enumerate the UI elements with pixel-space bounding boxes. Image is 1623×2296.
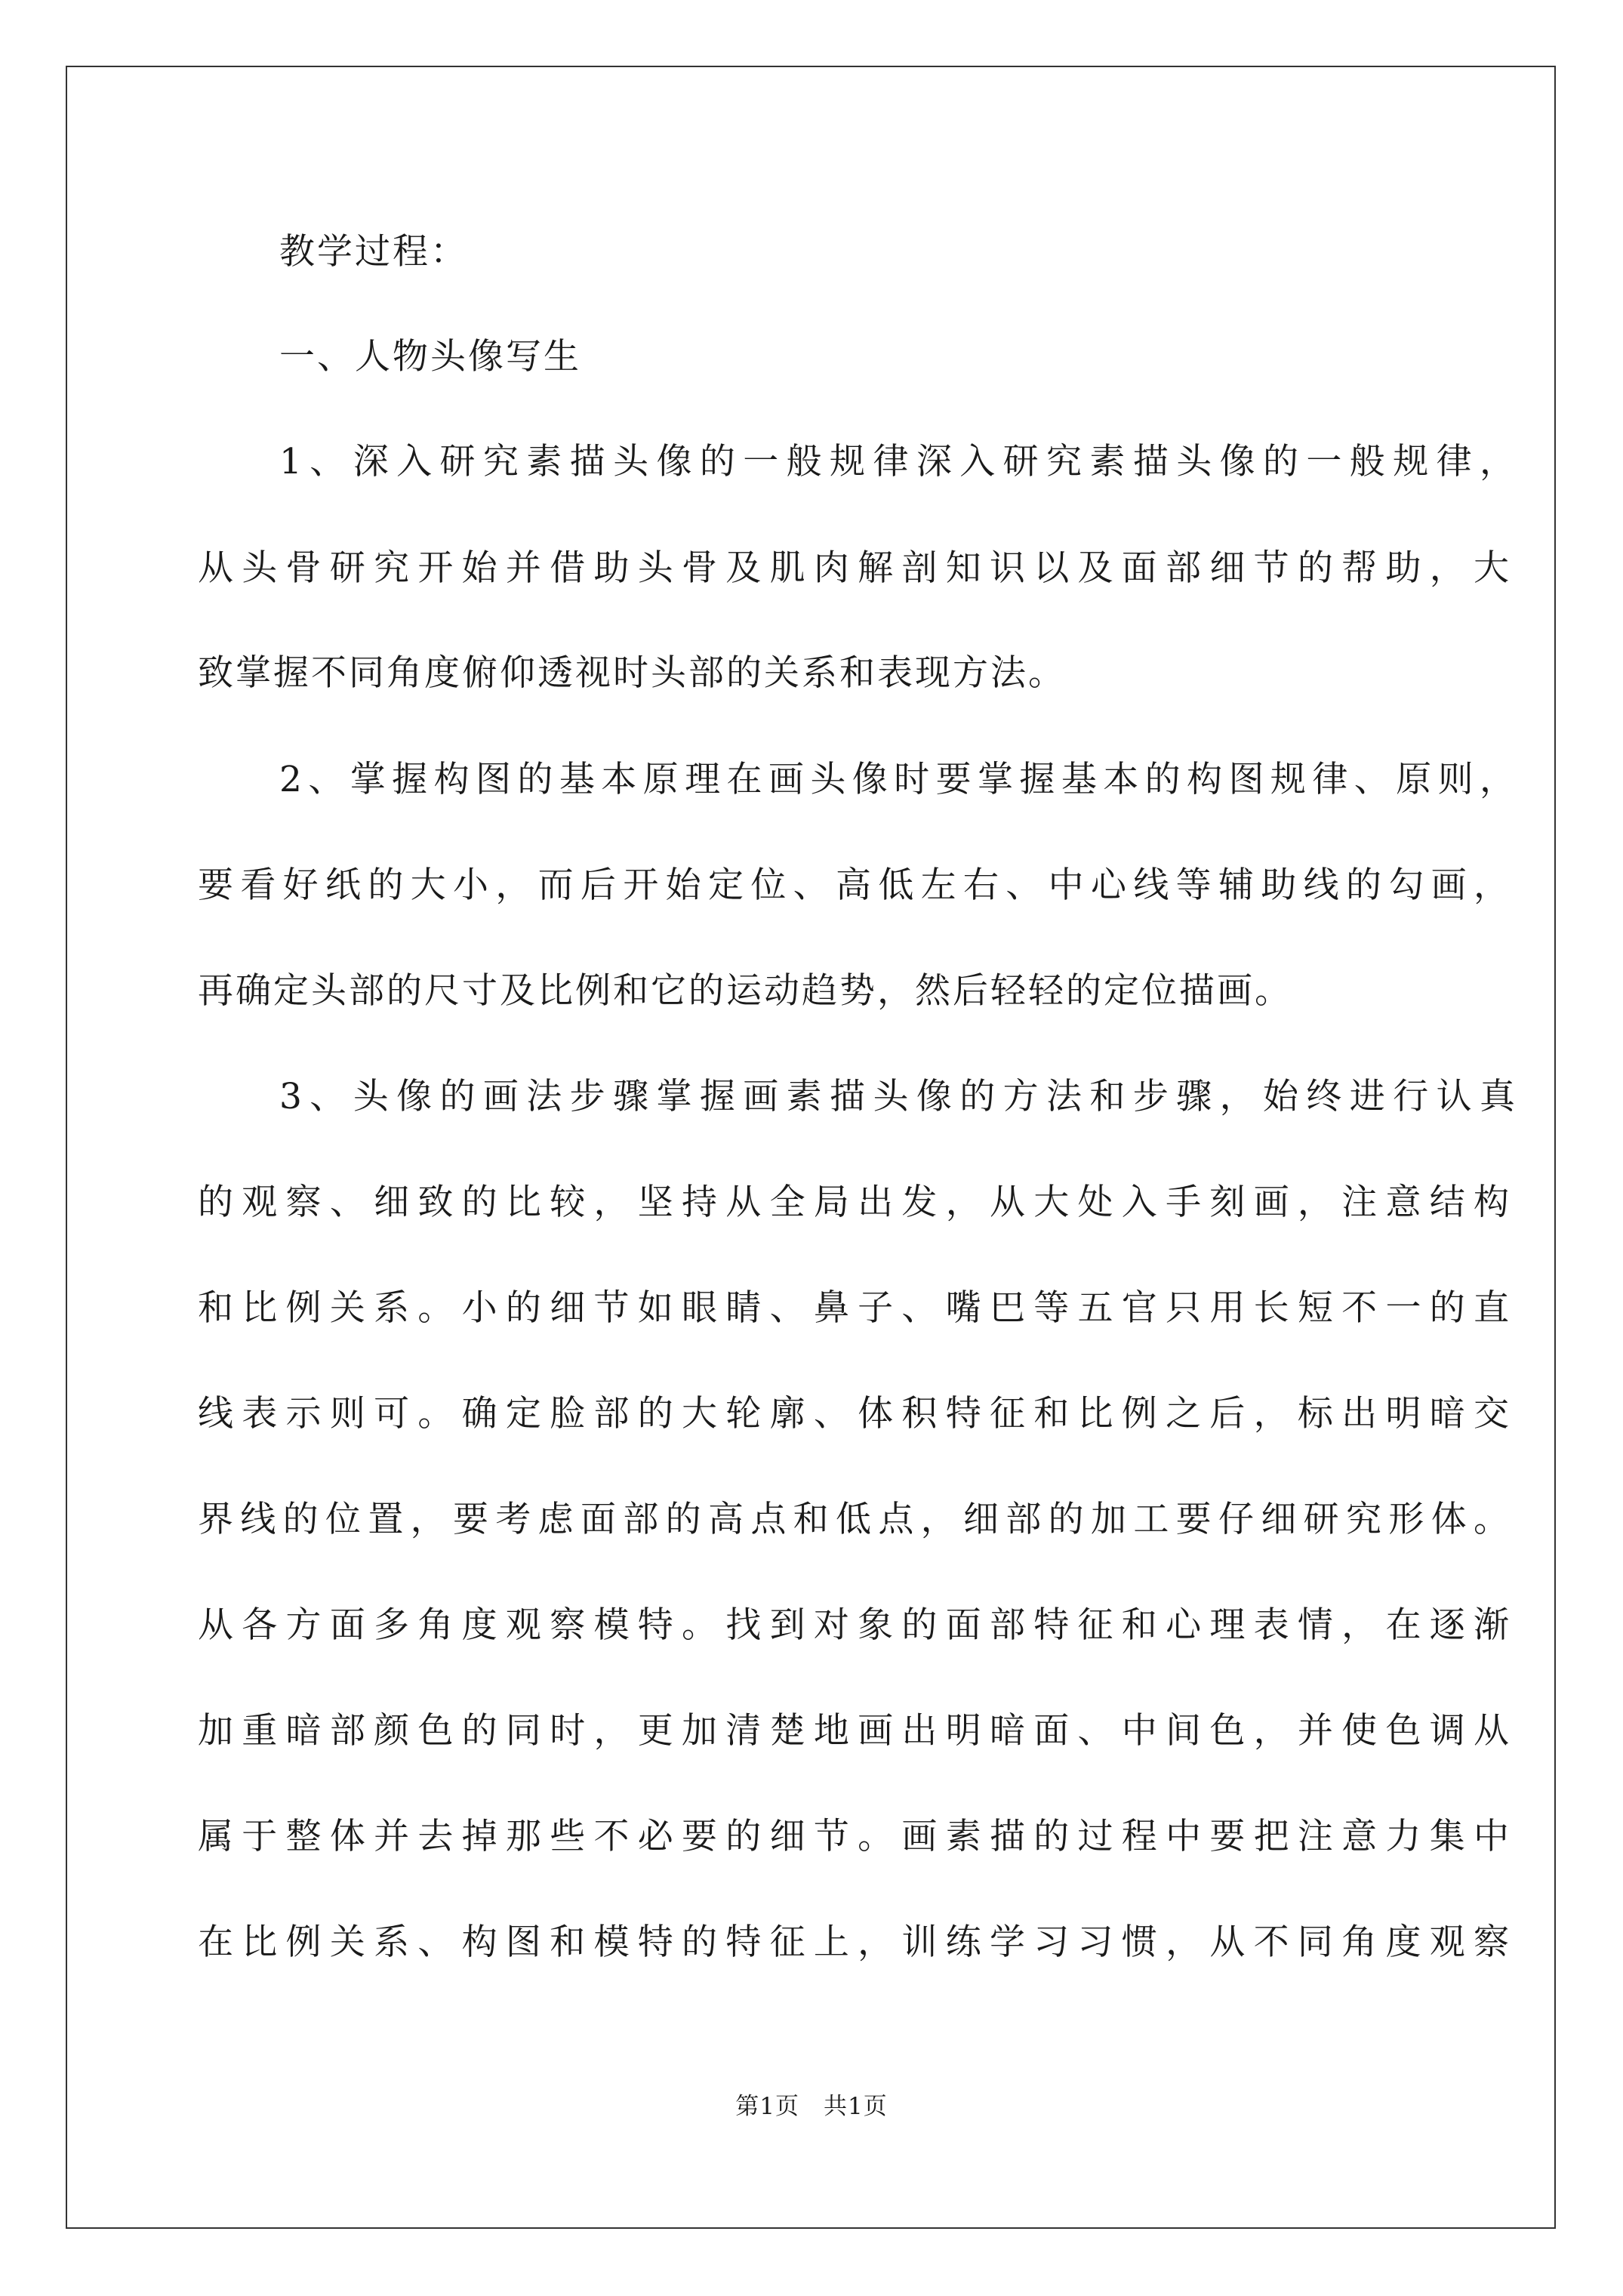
paragraph-3-line-7: 加重暗部颜色的同时，更加清楚地画出明暗面、中间色，并使色调从 xyxy=(198,1710,1511,1752)
paragraph-1-line-2: 从头骨研究开始并借助头骨及肌肉解剖知识以及面部细节的帮助，大 xyxy=(198,547,1511,589)
paragraph-3-line-5: 界线的位置，要考虑面部的高点和低点，细部的加工要仔细研究形体。 xyxy=(198,1499,1511,1540)
paragraph-1-line-1: 1、深入研究素描头像的一般规律深入研究素描头像的一般规律， xyxy=(279,441,1517,482)
paragraph-3-line-1: 3、头像的画法步骤掌握画素描头像的方法和步骤，始终进行认真 xyxy=(279,1076,1517,1117)
page-border xyxy=(66,66,1556,2229)
heading-teaching-process: 教学过程： xyxy=(279,231,468,273)
paragraph-3-line-3: 和比例关系。小的细节如眼睛、鼻子、嘴巴等五官只用长短不一的直 xyxy=(198,1287,1511,1329)
paragraph-3-line-9: 在比例关系、构图和模特的特征上，训练学习习惯，从不同角度观察 xyxy=(198,1922,1511,1963)
paragraph-3-line-4: 线表示则可。确定脸部的大轮廓、体积特征和比例之后，标出明暗交 xyxy=(198,1393,1511,1435)
paragraph-3-line-2: 的观察、细致的比较，坚持从全局出发，从大处入手刻画，注意结构 xyxy=(198,1182,1511,1223)
paragraph-3-line-6: 从各方面多角度观察模特。找到对象的面部特征和心理表情，在逐渐 xyxy=(198,1604,1511,1646)
paragraph-2-line-2: 要看好纸的大小，而后开始定位、高低左右、中心线等辅助线的勾画， xyxy=(198,864,1511,906)
paragraph-1-line-3: 致掌握不同角度俯仰透视时头部的关系和表现方法。 xyxy=(198,652,1066,694)
section-heading-1: 一、人物头像写生 xyxy=(279,336,581,378)
paragraph-2-line-1: 2、掌握构图的基本原理在画头像时要掌握基本的构图规律、原则， xyxy=(279,759,1517,800)
paragraph-2-line-3: 再确定头部的尺寸及比例和它的运动趋势，然后轻轻的定位描画。 xyxy=(198,970,1292,1012)
paragraph-3-line-8: 属于整体并去掉那些不必要的细节。画素描的过程中要把注意力集中 xyxy=(198,1816,1511,1857)
page-footer: 第1页 共1页 xyxy=(735,2093,888,2120)
